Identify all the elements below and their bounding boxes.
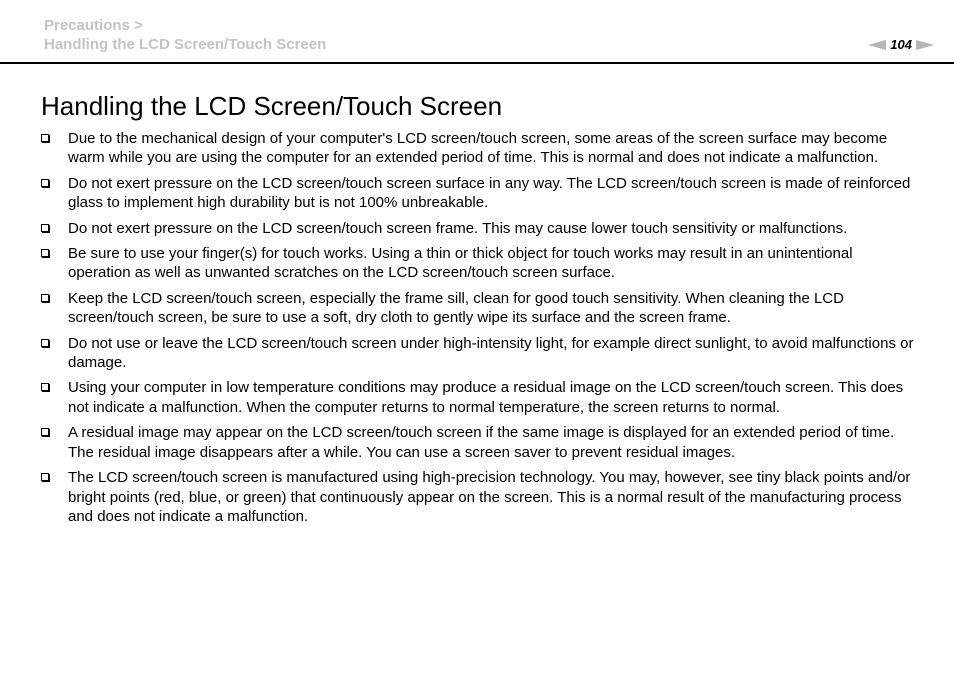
- arrow-left-icon[interactable]: [868, 40, 886, 50]
- list-item-text: Do not exert pressure on the LCD screen/touch screen surface in any way. The LCD screen/touch screen is made of reinforced glass to implement high durability but is not 100% unbreakable.: [68, 174, 911, 212]
- list-item-text: Keep the LCD screen/touch screen, especially the frame sill, clean for good touch sensitivity. When cleaning the LCD screen/touch screen, be sure to use a soft, dry cloth to gently wipe its surface and the screen frame.: [68, 289, 844, 327]
- checkbox-bullet-icon: [41, 428, 49, 436]
- checkbox-bullet-icon: [41, 224, 49, 232]
- list-item-text: Due to the mechanical design of your computer's LCD screen/touch screen, some areas of the screen surface may become warm while you are using the computer for an extended period of time. This is normal and does not indicate a malfunction.: [68, 130, 888, 167]
- list-item: [41, 129, 916, 168]
- breadcrumb: [44, 16, 326, 54]
- checkbox-bullet-icon: [41, 339, 49, 347]
- checkbox-bullet-icon: [41, 249, 49, 257]
- list-item-text: Do not use or leave the LCD screen/touch screen under high-intensity light, for example direct sunlight, to avoid malfunctions or damage.: [68, 334, 914, 372]
- list-item: [41, 289, 916, 328]
- arrow-right-icon[interactable]: [916, 40, 934, 50]
- list-item: [41, 174, 916, 213]
- checkbox-bullet-icon: [41, 294, 49, 302]
- list-item-text: A residual image may appear on the LCD screen/touch screen if the same image is displayed for an extended period of time. The residual image disappears after a while. You can use a screen saver to prevent residual images.: [68, 424, 895, 461]
- list-item: [41, 219, 916, 238]
- list-item: [41, 378, 916, 417]
- list-item: [41, 423, 916, 462]
- checkbox-bullet-icon: [41, 179, 49, 187]
- breadcrumb-parent[interactable]: Precautions >: [44, 17, 143, 34]
- list-item: [41, 468, 916, 526]
- list-item: [41, 244, 916, 283]
- list-item: [41, 334, 916, 373]
- page-navigator: [868, 36, 934, 54]
- list-item-text: Using your computer in low temperature conditions may produce a residual image on the LCD screen/touch screen. This does not indicate a malfunction. When the computer returns to normal temperature, the screen returns to normal.: [68, 379, 904, 416]
- breadcrumb-current: Handling the LCD Screen/Touch Screen: [44, 36, 327, 53]
- page-title: Handling the LCD Screen/Touch Screen: [41, 91, 503, 121]
- page-number: 104: [890, 37, 912, 52]
- page-header: [0, 0, 954, 64]
- list-item-text: The LCD screen/touch screen is manufactured using high-precision technology. You may, however, see tiny black points and/or bright points (red, blue, or green) that continuously appear on the screen. This is a normal result of the manufacturing process and does not indicate a malfunction.: [68, 469, 911, 525]
- precautions-list: [41, 129, 916, 532]
- list-item-text: Do not exert pressure on the LCD screen/touch screen frame. This may cause lower touch sensitivity or malfunctions.: [68, 219, 848, 237]
- checkbox-bullet-icon: [41, 383, 49, 391]
- checkbox-bullet-icon: [41, 134, 49, 142]
- list-item-text: Be sure to use your finger(s) for touch works. Using a thin or thick object for touch works may result in an unintentional operation as well as unwanted scratches on the LCD screen/touch screen surface.: [68, 245, 853, 282]
- checkbox-bullet-icon: [41, 473, 49, 481]
